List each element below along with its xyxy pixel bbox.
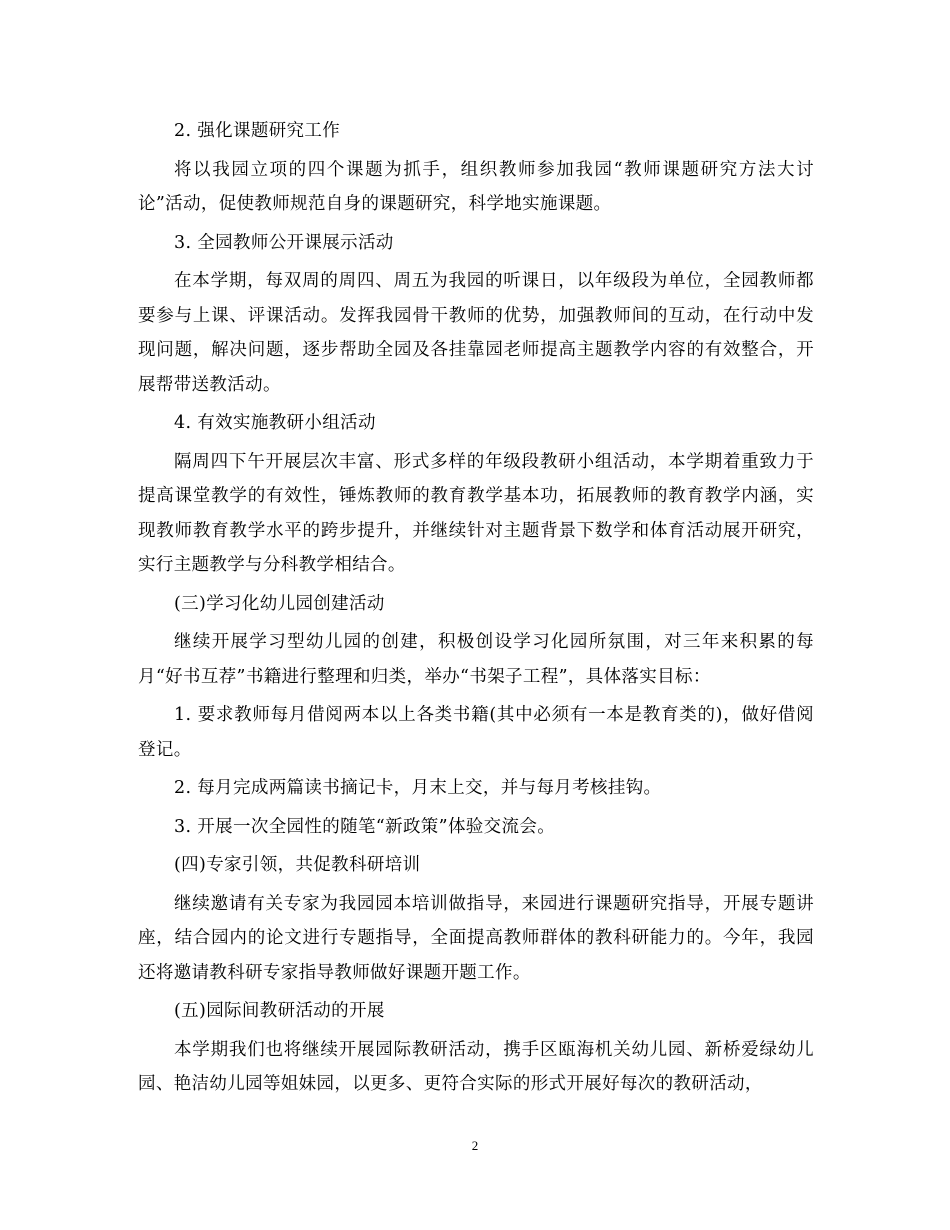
heading-research-projects: 2. 强化课题研究工作 [174,121,341,141]
heading-inter-kindergarten: (五)园际间教研活动的开展 [174,1001,385,1021]
paragraph-teaching-groups: 隔周四下午开展层次丰富、形式多样的年级段教研小组活动，本学期着重致力于提高课堂教学的有效性，锤炼教师的教育教学基本功，拓展教师的教育教学内涵，实现教师教育教学水平的跨步提升，并继续针对主题背景下数学和体育活动展开研究，实行主题教学与分科教学相结合。 [138,451,814,575]
paragraph-research-projects: 将以我园立项的四个课题为抓手，组织教师参加我园“教师课题研究方法大讨论”活动，促使教师规范自身的课题研究，科学地实施课题。 [138,159,814,214]
paragraph-expert-guidance: 继续邀请有关专家为我园园本培训做指导，来园进行课题研究指导，开展专题讲座，结合园内的论文进行专题指导，全面提高教师群体的教科研能力的。今年，我园还将邀请教科研专家指导教师做好课题开题工作。 [138,893,814,983]
heading-expert-guidance: (四)专家引领，共促教科研培训 [174,855,421,875]
page-body [138,114,814,1106]
paragraph-inter-kindergarten: 本学期我们也将继续开展园际教研活动，携手区瓯海机关幼儿园、新桥爱绿幼儿园、艳洁幼儿园等姐妹园，以更多、更符合实际的形式开展好每次的教研活动， [138,1039,814,1094]
paragraph-learning-kindergarten: 继续开展学习型幼儿园的创建，积极创设学习化园所氛围，对三年来积累的每月“好书互荐”书籍进行整理和归类，举办“书架子工程”，具体落实目标： [138,632,814,687]
list-item-essay-exchange: 3. 开展一次全园性的随笔“新政策”体验交流会。 [174,816,556,837]
list-item-reading-notes: 2. 每月完成两篇读书摘记卡，月末上交，并与每月考核挂钩。 [174,778,662,798]
heading-open-class: 3. 全园教师公开课展示活动 [174,232,394,253]
heading-teaching-groups: 4. 有效实施教研小组活动 [174,413,376,433]
list-item-borrow-books: 1. 要求教师每月借阅两本以上各类书籍(其中必须有一本是教育类的)，做好借阅登记。 [138,705,814,760]
heading-learning-kindergarten: (三)学习化幼儿园创建活动 [174,593,385,614]
paragraph-open-class: 在本学期，每双周的周四、周五为我园的听课日，以年级段为单位，全园教师都要参与上课、评课活动。发挥我园骨干教师的优势，加强教师间的互动，在行动中发现问题，解决问题，逐步帮助全园及各挂靠园老师提高主题教学内容的有效整合，开展帮带送教活动。 [138,271,814,395]
page-number: 2 [471,1138,479,1153]
